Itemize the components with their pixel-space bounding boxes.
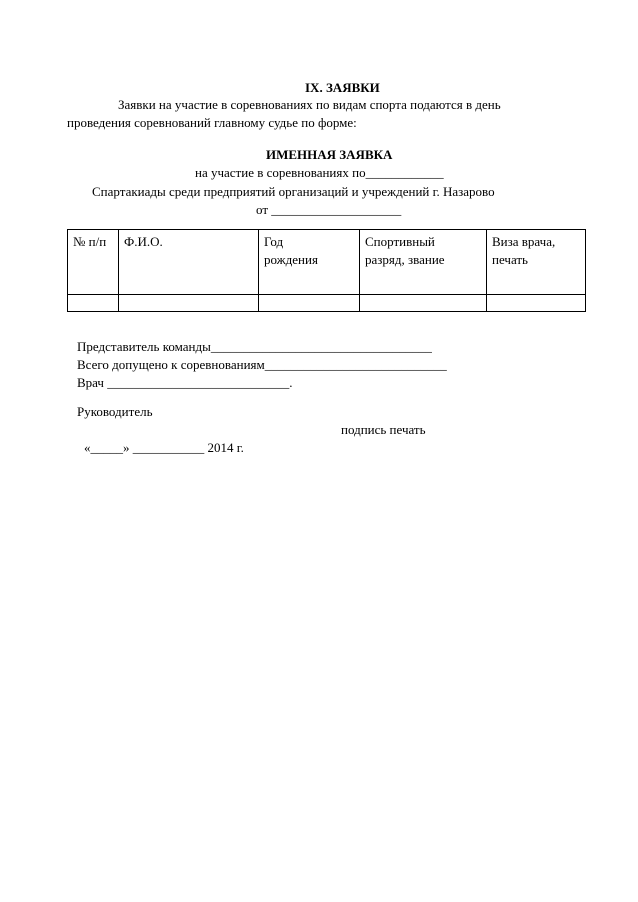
- table-cell-blank: [259, 295, 360, 312]
- head-label: Руководитель: [77, 404, 153, 419]
- form-subtitle-line-2: Спартакиады среди предприятий организаций и учреждений г. Назарово: [92, 184, 495, 199]
- header-birth-line-1: Год: [264, 234, 284, 249]
- form-subtitle-line-1: на участие в соревнованиях по____________: [195, 165, 444, 180]
- header-cell-name: [119, 230, 259, 295]
- section-title: IX. ЗАЯВКИ: [305, 80, 380, 95]
- header-visa-line-2: печать: [492, 252, 528, 267]
- header-visa-line-1: Виза врача,: [492, 234, 556, 249]
- table-cell-blank: [119, 295, 259, 312]
- header-cell-number: [68, 230, 119, 295]
- intro-line-2: проведения соревнований главному судье по форме:: [67, 115, 357, 130]
- table-cell-blank: [68, 295, 119, 312]
- table-header-row: [68, 230, 586, 295]
- team-representative-line: Представитель команды__________________________________: [77, 339, 432, 354]
- table-row: [68, 295, 586, 312]
- doctor-line: Врач ____________________________.: [77, 375, 293, 390]
- table-cell-blank: [360, 295, 487, 312]
- header-rank-line-2: разряд, звание: [365, 252, 445, 267]
- signature-stamp-label: подпись печать: [341, 422, 426, 437]
- entry-table: [67, 229, 586, 312]
- form-subtitle-line-3: от ____________________: [256, 202, 402, 217]
- intro-line-1: Заявки на участие в соревнованиях по видам спорта подаются в день: [118, 97, 501, 112]
- header-cell-sport-rank: [360, 230, 487, 295]
- table-cell-blank: [487, 295, 586, 312]
- form-title: ИМЕННАЯ ЗАЯВКА: [266, 147, 393, 162]
- header-number-label: № п/п: [73, 234, 107, 249]
- header-rank-line-1: Спортивный: [365, 234, 435, 249]
- header-cell-birth-year: [259, 230, 360, 295]
- admitted-total-line: Всего допущено к соревнованиям____________________________: [77, 357, 447, 372]
- header-name-label: Ф.И.О.: [124, 234, 163, 249]
- header-birth-line-2: рождения: [264, 252, 318, 267]
- date-line: «_____» ___________ 2014 г.: [84, 440, 244, 455]
- header-cell-doctor-visa: [487, 230, 586, 295]
